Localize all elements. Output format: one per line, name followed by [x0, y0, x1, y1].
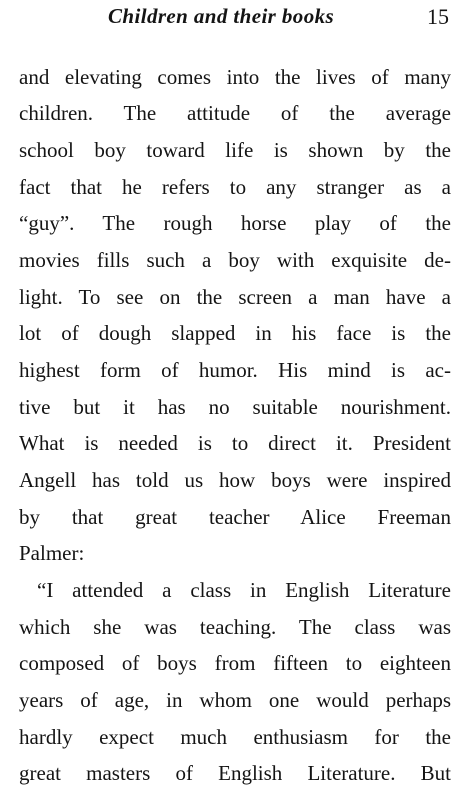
text-line: fact that he refers to any stranger as a: [19, 175, 451, 199]
text-line: years of age, in whom one would perhaps: [19, 688, 451, 712]
text-line: light. To see on the screen a man have a: [19, 285, 451, 309]
text-line: school boy toward life is shown by the: [19, 138, 451, 162]
page-number: 15: [427, 4, 449, 29]
text-line: and elevating comes into the lives of many: [19, 65, 451, 89]
text-line: highest form of humor. His mind is ac-: [19, 358, 451, 382]
text-line: children. The attitude of the average: [19, 101, 451, 125]
text-line: composed of boys from fifteen to eighteen: [19, 651, 451, 675]
text-line: What is needed is to direct it. President: [19, 431, 451, 455]
text-line: Angell has told us how boys were inspired: [19, 468, 451, 492]
text-line: Palmer:: [19, 541, 85, 565]
text-line: “guy”. The rough horse play of the: [19, 211, 451, 235]
text-line: hardly expect much enthusiasm for the: [19, 725, 451, 749]
text-line: great masters of English Literature. But: [19, 761, 451, 785]
running-header: [0, 0, 461, 40]
text-line: which she was teaching. The class was: [19, 615, 451, 639]
text-line: movies fills such a boy with exquisite de-: [19, 248, 451, 272]
text-line: tive but it has no suitable nourishment.: [19, 395, 451, 419]
running-title: Children and their books: [108, 4, 335, 28]
text-line: lot of dough slapped in his face is the: [19, 321, 451, 345]
text-line: “I attended a class in English Literature: [37, 578, 451, 602]
text-line: by that great teacher Alice Freeman: [19, 505, 451, 529]
